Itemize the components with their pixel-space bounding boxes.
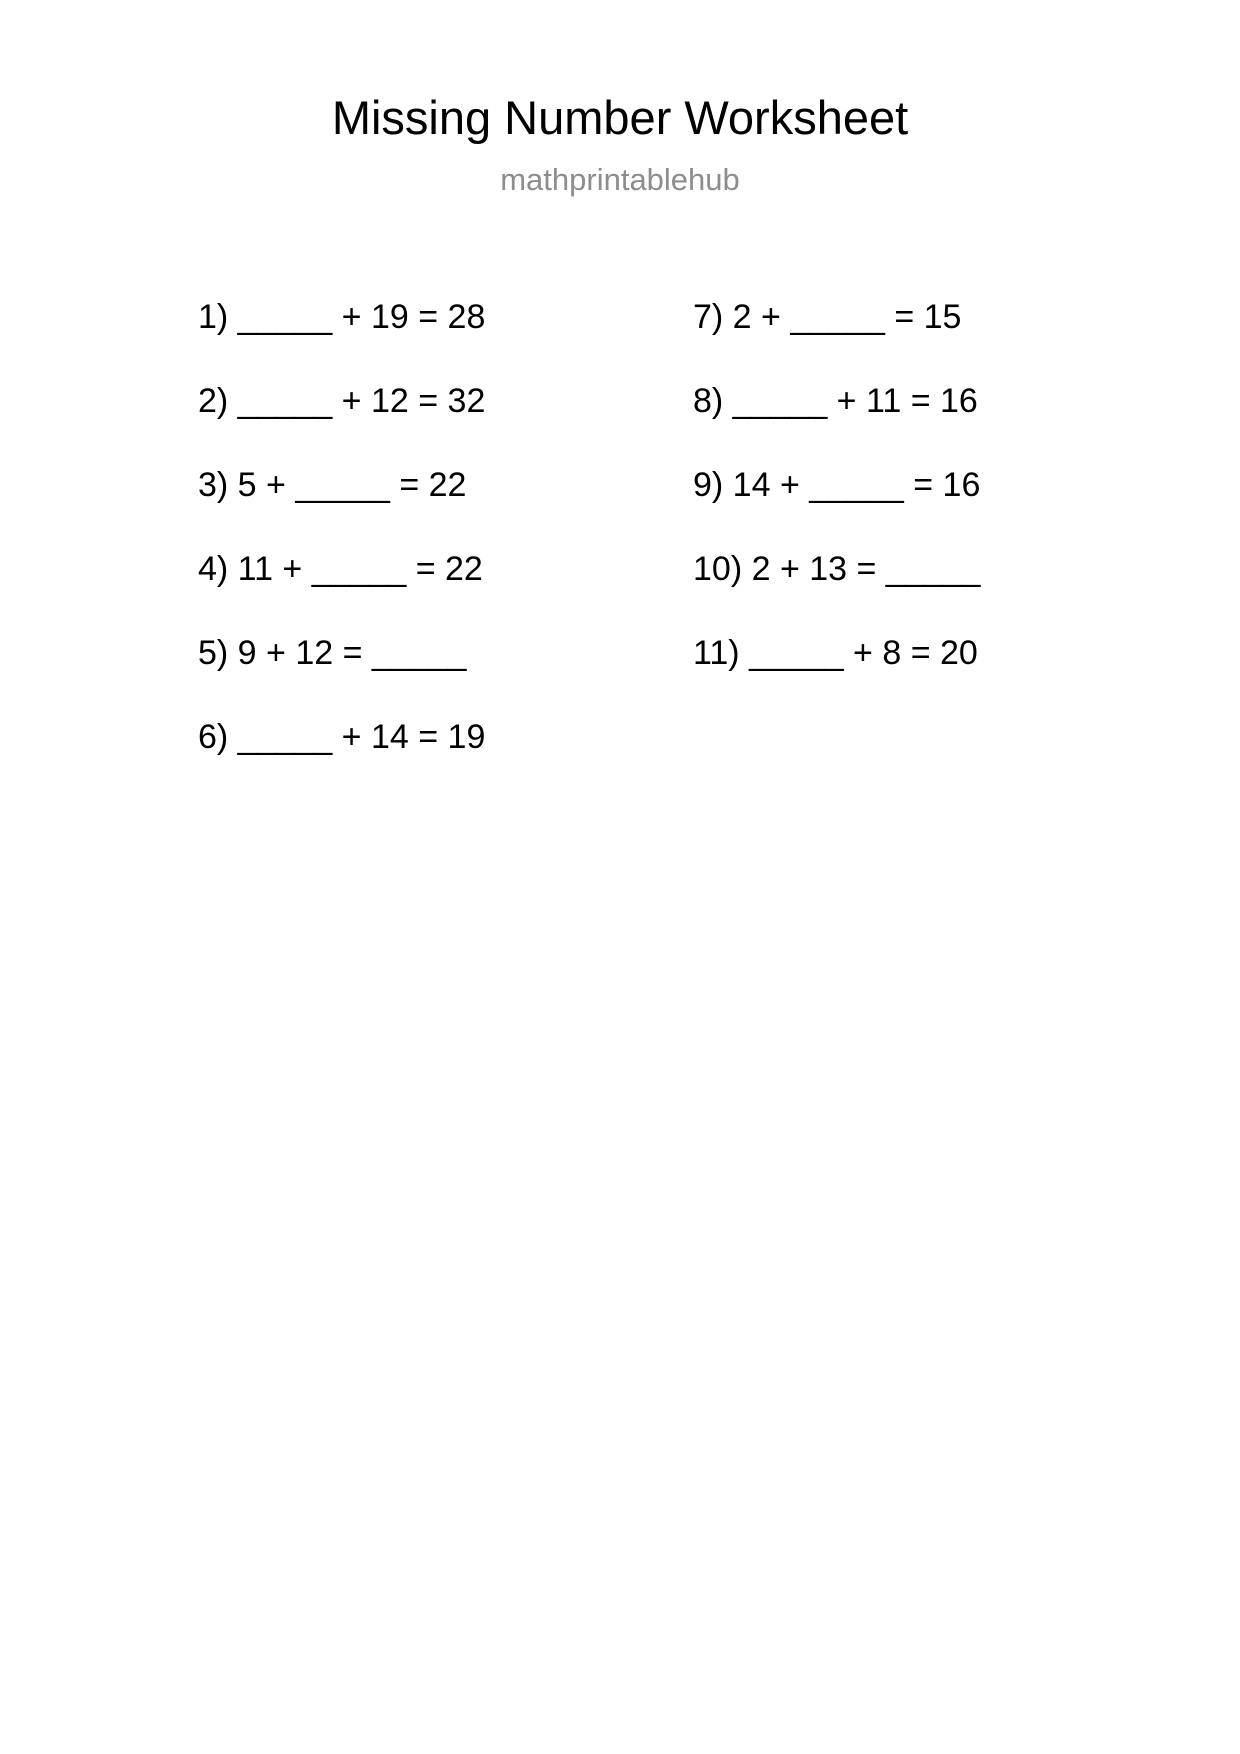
problem-column-right — [693, 300, 1113, 804]
problem-item: 8) _____ + 11 = 16 — [693, 382, 978, 420]
problem-list — [0, 300, 1240, 804]
problem-item: 9) 14 + _____ = 16 — [693, 466, 981, 504]
problem-item: 11) _____ + 8 = 20 — [693, 634, 978, 672]
problem-item: 6) _____ + 14 = 19 — [198, 718, 486, 756]
problem-item: 10) 2 + 13 = _____ — [693, 550, 981, 588]
problem-item: 1) _____ + 19 = 28 — [198, 298, 486, 336]
page-subtitle: mathprintablehub — [500, 162, 740, 197]
problem-item: 4) 11 + _____ = 22 — [198, 550, 483, 588]
problem-item: 7) 2 + _____ = 15 — [693, 298, 962, 336]
problem-item: 2) _____ + 12 = 32 — [198, 382, 486, 420]
problem-item: 3) 5 + _____ = 22 — [198, 466, 467, 504]
problem-column-left — [198, 300, 618, 804]
problem-item: 5) 9 + 12 = _____ — [198, 634, 467, 672]
page-title: Missing Number Worksheet — [331, 91, 909, 144]
